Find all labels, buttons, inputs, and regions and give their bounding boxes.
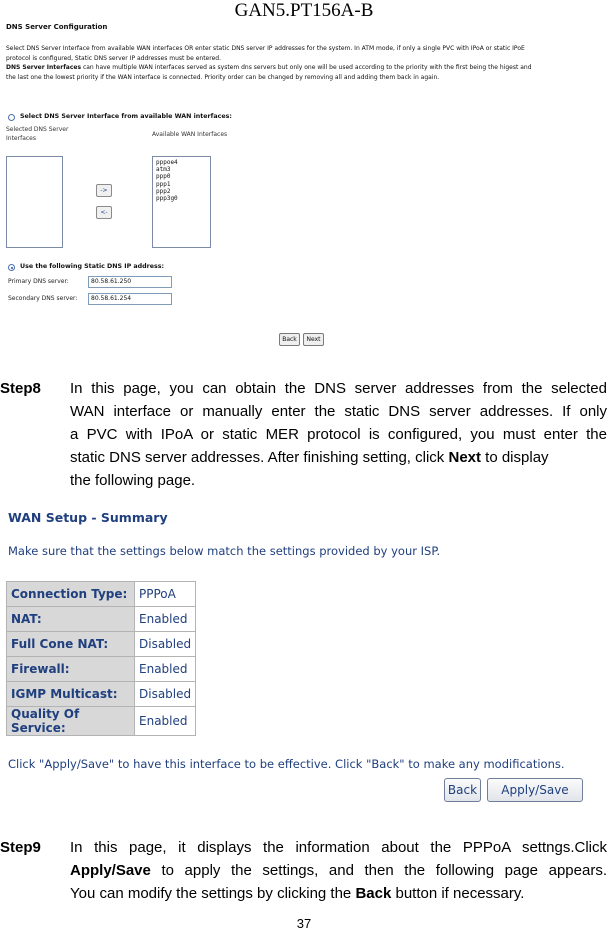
setting-value: Disabled	[135, 632, 196, 657]
setting-name: Connection Type:	[7, 582, 135, 607]
selected-label-line: Interfaces	[6, 135, 36, 142]
wan-summary-table	[6, 581, 196, 736]
setting-name: Full Cone NAT:	[7, 632, 135, 657]
setting-value: Enabled	[135, 607, 196, 632]
page-number: 37	[296, 916, 312, 931]
available-interfaces-list[interactable]	[152, 156, 211, 248]
table-row	[7, 582, 196, 607]
wan-summary-subtitle: Make sure that the settings below match the settings provided by your ISP.	[8, 544, 441, 558]
step8-line	[70, 446, 607, 469]
setting-name: Firewall:	[7, 657, 135, 682]
dns-config-title: DNS Server Configuration	[6, 23, 108, 31]
radio-interface-option[interactable]	[8, 114, 15, 121]
step9-line: In this page, it displays the information about the PPPoA settngs.Click	[70, 839, 607, 856]
desc-line: protocol is configured, Static DNS server IP addresses must be entered.	[6, 54, 221, 62]
step8-line: WAN interface or manually enter the static DNS server addresses. If only	[70, 403, 607, 420]
step9-apply-term: Apply/Save	[70, 862, 151, 879]
document-header: GAN5.PT156A-B	[234, 0, 374, 21]
step9-text-segment: You can modify the settings by clicking the	[70, 885, 356, 902]
selected-label-line: Selected DNS Server	[6, 126, 69, 133]
step8-line: the following page.	[70, 472, 196, 489]
interface-option[interactable]: ppp1	[156, 180, 171, 188]
secondary-dns-input[interactable]: 80.58.61.254	[88, 293, 172, 305]
step9-label: Step9	[0, 839, 41, 856]
step9-text	[70, 836, 607, 905]
desc-line: the last one the lowest priority if the WAN interface is connected. Priority order can be changed by removing all and adding them back in again.	[6, 73, 440, 81]
interface-option[interactable]: ppp0	[156, 173, 171, 181]
step9-line	[70, 859, 607, 882]
step9-back-term: Back	[355, 885, 392, 902]
wan-summary-screenshot	[0, 505, 608, 805]
step8-next-term: Next	[448, 449, 481, 466]
desc-line	[6, 63, 596, 73]
dns-config-description	[6, 44, 596, 82]
selected-interfaces-list[interactable]	[6, 156, 63, 248]
dns-next-button[interactable]: Next	[303, 333, 324, 346]
apply-save-button[interactable]: Apply/Save	[487, 778, 583, 802]
step9-line	[70, 882, 607, 905]
remove-interface-button[interactable]: <-	[96, 206, 112, 219]
step9-text-segment: button if necessary.	[391, 885, 525, 902]
setting-name: NAT:	[7, 607, 135, 632]
radio-static-option[interactable]	[8, 264, 15, 271]
setting-value: Disabled	[135, 682, 196, 707]
step8-text-segment: to display	[481, 449, 549, 466]
desc-line: Select DNS Server Interface from available WAN interfaces OR enter static DNS server IP addresses for the system. In ATM mode, if only a single PVC with IPoA or static IPoE	[6, 45, 525, 52]
desc-bold-term: DNS Server Interfaces	[6, 64, 82, 71]
add-interface-button[interactable]: ->	[96, 184, 112, 197]
dns-back-button[interactable]: Back	[279, 333, 300, 346]
interface-option[interactable]: atm3	[156, 166, 171, 174]
interface-option[interactable]: ppp3g0	[156, 195, 178, 203]
option-interface-label: Select DNS Server Interface from available WAN interfaces:	[20, 113, 232, 120]
setting-value: Enabled	[135, 657, 196, 682]
selected-interfaces-label	[6, 125, 68, 143]
setting-value: PPPoA	[135, 582, 196, 607]
step8-text	[70, 377, 607, 492]
primary-dns-input[interactable]: 80.58.61.250	[88, 276, 172, 288]
setting-value: Enabled	[135, 707, 196, 736]
setting-name: Quality Of Service:	[7, 707, 135, 736]
step8-text-segment: static DNS server addresses. After finishing setting, click	[70, 449, 449, 466]
table-row	[7, 657, 196, 682]
dns-config-screenshot	[0, 20, 608, 350]
desc-text: can have multiple WAN interfaces served as system dns servers but only one will be used according to the priority with the first being the higest and	[81, 64, 532, 71]
wan-summary-title: WAN Setup - Summary	[8, 510, 168, 525]
wan-summary-note: Click "Apply/Save" to have this interface to be effective. Click "Back" to make any modifications.	[8, 757, 565, 771]
step9-text-segment: to apply the settings, and then the following page appears.	[150, 862, 607, 879]
wan-back-button[interactable]: Back	[444, 778, 481, 802]
available-interfaces-label: Available WAN Interfaces	[152, 131, 228, 138]
table-row	[7, 682, 196, 707]
step8-line: In this page, you can obtain the DNS server addresses from the selected	[70, 380, 607, 397]
interface-option[interactable]: pppoe4	[156, 159, 178, 166]
option-static-label: Use the following Static DNS IP address:	[20, 263, 165, 270]
interface-option[interactable]: ppp2	[156, 187, 171, 195]
table-row	[7, 707, 196, 736]
primary-dns-label: Primary DNS server:	[8, 278, 69, 285]
setting-name: IGMP Multicast:	[7, 682, 135, 707]
available-interfaces-items	[153, 157, 210, 204]
secondary-dns-label: Secondary DNS server:	[8, 295, 78, 302]
step8-line: a PVC with IPoA or static MER protocol is configured, you must enter the	[70, 426, 607, 443]
table-row	[7, 607, 196, 632]
table-row	[7, 632, 196, 657]
step8-label: Step8	[0, 380, 41, 397]
